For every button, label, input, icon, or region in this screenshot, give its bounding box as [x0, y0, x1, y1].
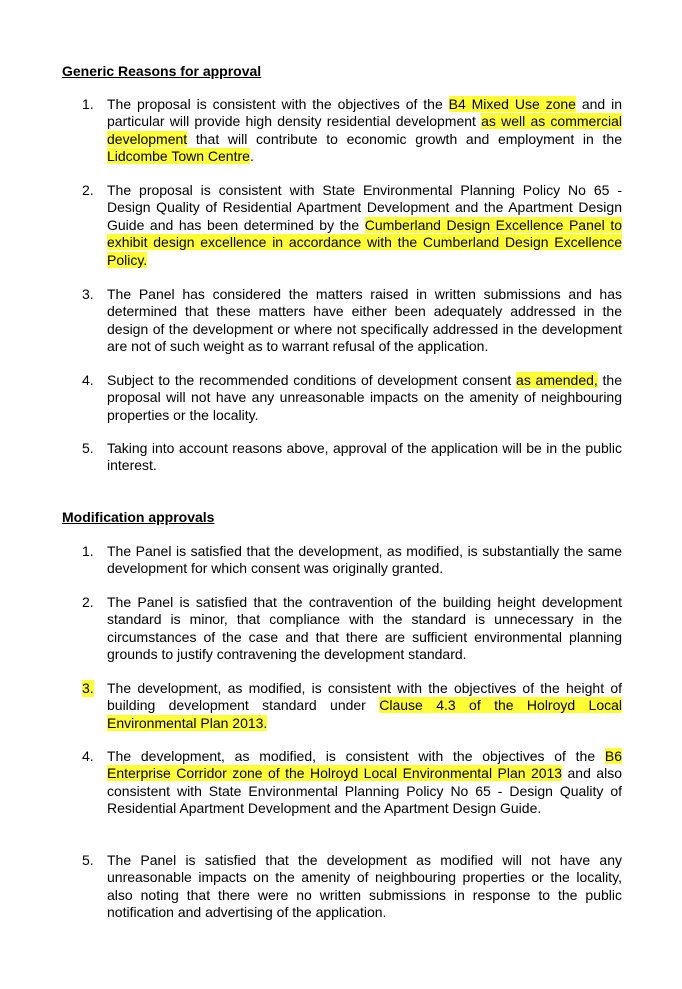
item-text: The Panel has considered the matters raised in written submissions and has determined that these matters have either been adequately addressed in the design of the development or where not specifically addressed in the development are not of such weight as to warrant refusal of the application. — [107, 286, 622, 355]
item-number: 4. — [82, 372, 94, 388]
item-number: 1. — [82, 543, 94, 559]
item-text: and also consistent with State Environmental Planning Policy No 65 - Design Quality of Residential Apartment Development and the Apartment Design Guide. — [107, 765, 622, 817]
highlighted-text: Cumberland Design Excellence Panel to exhibit design excellence in accordance with the Cumberland Design Excellence Policy. — [107, 216, 622, 268]
highlighted-text: as amended, — [516, 372, 598, 388]
item-number: 5. — [82, 852, 94, 868]
item-text: . — [249, 148, 254, 165]
item-text: The Panel is satisfied that the contravention of the building height development standard is minor, that compliance with the standard is unnecessary in the circumstances of the case and that there are sufficient environmental planning grounds to justify contravening the development standard. — [107, 594, 622, 663]
item-number: 1. — [82, 96, 94, 112]
item-text: that will contribute to economic growth and employment in the — [187, 130, 622, 147]
generic-item-5 — [62, 440, 622, 475]
item-text: The Panel is satisfied that the development as modified will not have any unreasonable impacts on the amenity of neighbouring properties or the locality, also noting that there were no written submissions in response to the public notification and advertising of the application. — [107, 852, 622, 921]
item-number: 5. — [82, 440, 94, 456]
item-text: Subject to the recommended conditions of development consent — [107, 372, 517, 388]
highlighted-text: Clause 4.3 of the Holroyd Local Environmental Plan 2013. — [107, 697, 623, 731]
highlighted-text: as well as commercial development — [107, 113, 622, 147]
modification-item-1 — [62, 543, 622, 578]
item-number: 2. — [82, 594, 94, 610]
generic-reasons-section — [62, 63, 622, 80]
item-text: Taking into account reasons above, approval of the application will be in the public interest. — [107, 440, 622, 474]
item-text: The development, as modified, is consistent with the objectives of the height of building development standard under — [107, 680, 622, 714]
generic-reasons-heading: Generic Reasons for approval — [62, 63, 262, 79]
modification-item-5 — [62, 852, 622, 922]
item-number: 3. — [82, 286, 94, 302]
item-text: The proposal is consistent with the objectives of the — [107, 96, 449, 112]
generic-item-2 — [62, 182, 622, 269]
generic-item-1 — [62, 96, 622, 166]
highlighted-text: B6 Enterprise Corridor zone of the Holroyd Local Environmental Plan 2013 — [107, 748, 622, 782]
modification-item-2 — [62, 594, 622, 664]
item-text: The development, as modified, is consistent with the objectives of the — [107, 748, 605, 764]
item-number: 3. — [82, 680, 94, 696]
modification-approvals-section — [62, 509, 622, 526]
highlighted-text: Lidcombe Town Centre — [107, 148, 250, 165]
item-number: 4. — [82, 748, 94, 764]
item-text: the proposal will not have any unreasonable impacts on the amenity of neighbouring properties or the locality. — [107, 372, 622, 423]
item-text: The proposal is consistent with State Environmental Planning Policy No 65 - Design Quality of Residential Apartment Development and the Apartment Design Guide and has been determined by the — [107, 182, 622, 233]
generic-item-3 — [62, 286, 622, 356]
modification-item-4 — [62, 748, 622, 818]
item-text: The Panel is satisfied that the development, as modified, is substantially the same development for which consent was originally granted. — [107, 543, 622, 577]
generic-item-4 — [62, 372, 622, 424]
item-text: and in particular will provide high density residential development — [107, 96, 622, 130]
modification-approvals-heading: Modification approvals — [62, 509, 215, 525]
item-number: 2. — [82, 182, 94, 198]
highlighted-text: B4 Mixed Use zone — [448, 96, 576, 112]
modification-item-3 — [62, 680, 622, 732]
